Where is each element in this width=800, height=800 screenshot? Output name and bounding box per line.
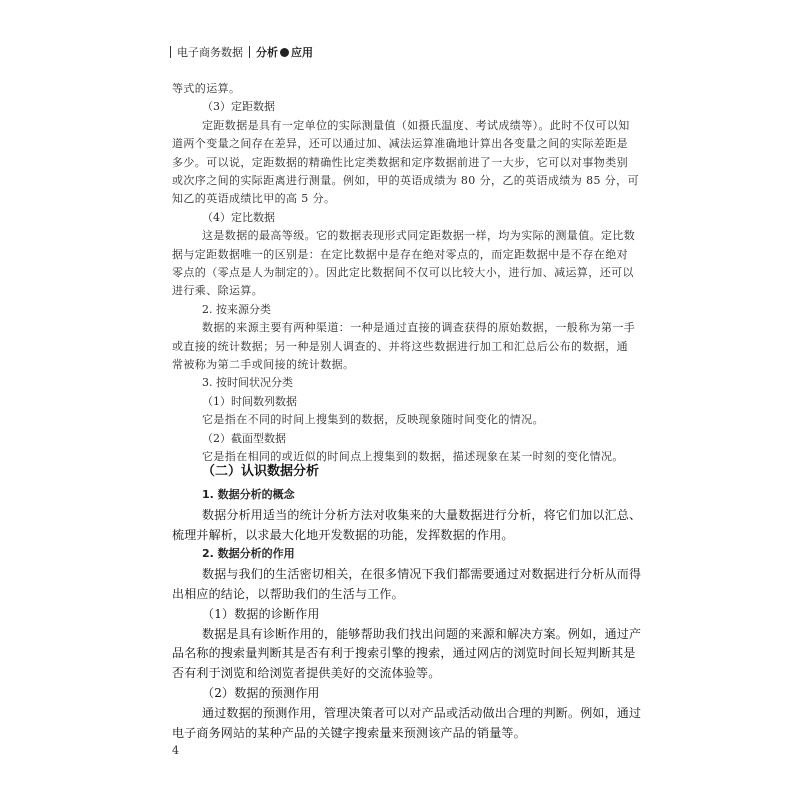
text-line: 这是数据的最高等级。它的数据表现形式同定距数据一样，均为实际的测量值。定比数 xyxy=(202,229,636,243)
text-line: 据与定距数据唯一的区别是：在定比数据中是存在绝对零点的，而定距数据中是不存在绝对 xyxy=(172,247,628,261)
header-chapter-part2: 应用 xyxy=(291,46,313,59)
text-line: 否有利于浏览和给浏览者提供美好的交流体验等。 xyxy=(172,666,441,681)
header-divider-right xyxy=(249,46,250,58)
item-heading: （2）截面型数据 xyxy=(202,431,286,445)
item-heading: 2. 按来源分类 xyxy=(202,302,271,316)
text-line: 数据分析用适当的统计分析方法对收集来的大量数据进行分析，将它们加以汇总、 xyxy=(202,507,642,522)
header-chapter xyxy=(256,44,313,60)
sub-heading: 2. 数据分析的作用 xyxy=(202,547,295,561)
text-line: 品名称的搜索量判断其是否有利于搜索引擎的搜索，通过网店的浏览时间长短判断其是 xyxy=(172,646,636,661)
header-divider-left xyxy=(170,46,171,58)
text-line: 数据与我们的生活密切相关，在很多情况下我们都需要通过对数据进行分析从而得 xyxy=(202,567,642,582)
text-line: 电子商务网站的某种产品的关键字搜索量来预测该产品的销量等。 xyxy=(172,725,526,740)
text-line: 数据的来源主要有两种渠道：一种是通过直接的调查获得的原始数据，一般称为第一手 xyxy=(202,321,636,335)
header-book-title: 电子商务数据 xyxy=(177,46,243,59)
running-header xyxy=(170,44,313,60)
item-heading: 3. 按时间状况分类 xyxy=(202,376,293,390)
text-line: 多少。可以说，定距数据的精确性比定类数据和定序数据前进了一大步，它可以对事物类别 xyxy=(172,155,628,169)
text-line: 定距数据是具有一定单位的实际测量值（如摄氏温度、考试成绩等）。此时不仅可以知 xyxy=(202,118,630,132)
item-heading: （1）数据的诊断作用 xyxy=(202,606,320,621)
text-line: 出相应的结论，以帮助我们的生活与工作。 xyxy=(172,587,404,601)
text-line: 道两个变量之间存在差异，还可以通过加、减法运算准确地计算出各变量之间的实际差距是 xyxy=(172,137,628,151)
text-line: 等式的运算。 xyxy=(172,82,241,95)
item-heading: （4）定比数据 xyxy=(202,210,275,224)
text-line: 梳理并解析，以求最大化地开发数据的功能，发挥数据的作用。 xyxy=(172,527,514,542)
text-line: 或直接的统计数据；另一种是别人调查的、并将这些数据进行加工和汇总后公布的数据，通 xyxy=(172,339,628,353)
text-line: 数据是具有诊断作用的，能够帮助我们找出问题的来源和解决方案。例如，通过产 xyxy=(202,626,642,641)
text-line: 它是指在不同的时间上搜集到的数据，反映现象随时间变化的情况。 xyxy=(202,413,544,427)
text-line: 常被称为第二手或间接的统计数据。 xyxy=(172,358,355,371)
sub-heading: 1. 数据分析的概念 xyxy=(202,488,295,501)
text-line: 通过数据的预测作用，管理决策者可以对产品或活动做出合理的判断。例如，通过 xyxy=(202,705,642,720)
item-heading: （2）数据的预测作用 xyxy=(202,686,320,700)
item-heading: （1）时间数列数据 xyxy=(202,394,297,408)
text-line: 或次序之间的实际距离进行测量。例如，甲的英语成绩为 80 分，乙的英语成绩为 85 分，可 xyxy=(172,174,639,187)
page-number: 4 xyxy=(172,744,179,757)
header-chapter-part1: 分析 xyxy=(256,46,278,59)
text-line: 知乙的英语成绩比甲的高 5 分。 xyxy=(172,192,336,206)
text-line: 它是指在相同的或近似的时间点上搜集到的数据，描述现象在某一时刻的变化情况。 xyxy=(202,450,624,463)
item-heading: （3）定距数据 xyxy=(202,100,275,114)
section-heading: （二）认识数据分析 xyxy=(202,464,320,479)
text-line: 零点的（零点是人为制定的）。因此定比数据间不仅可以比较大小，进行加、减运算，还可以 xyxy=(172,266,634,279)
text-line: 进行乘、除运算。 xyxy=(172,284,264,298)
bullet-dot-icon xyxy=(280,48,289,57)
